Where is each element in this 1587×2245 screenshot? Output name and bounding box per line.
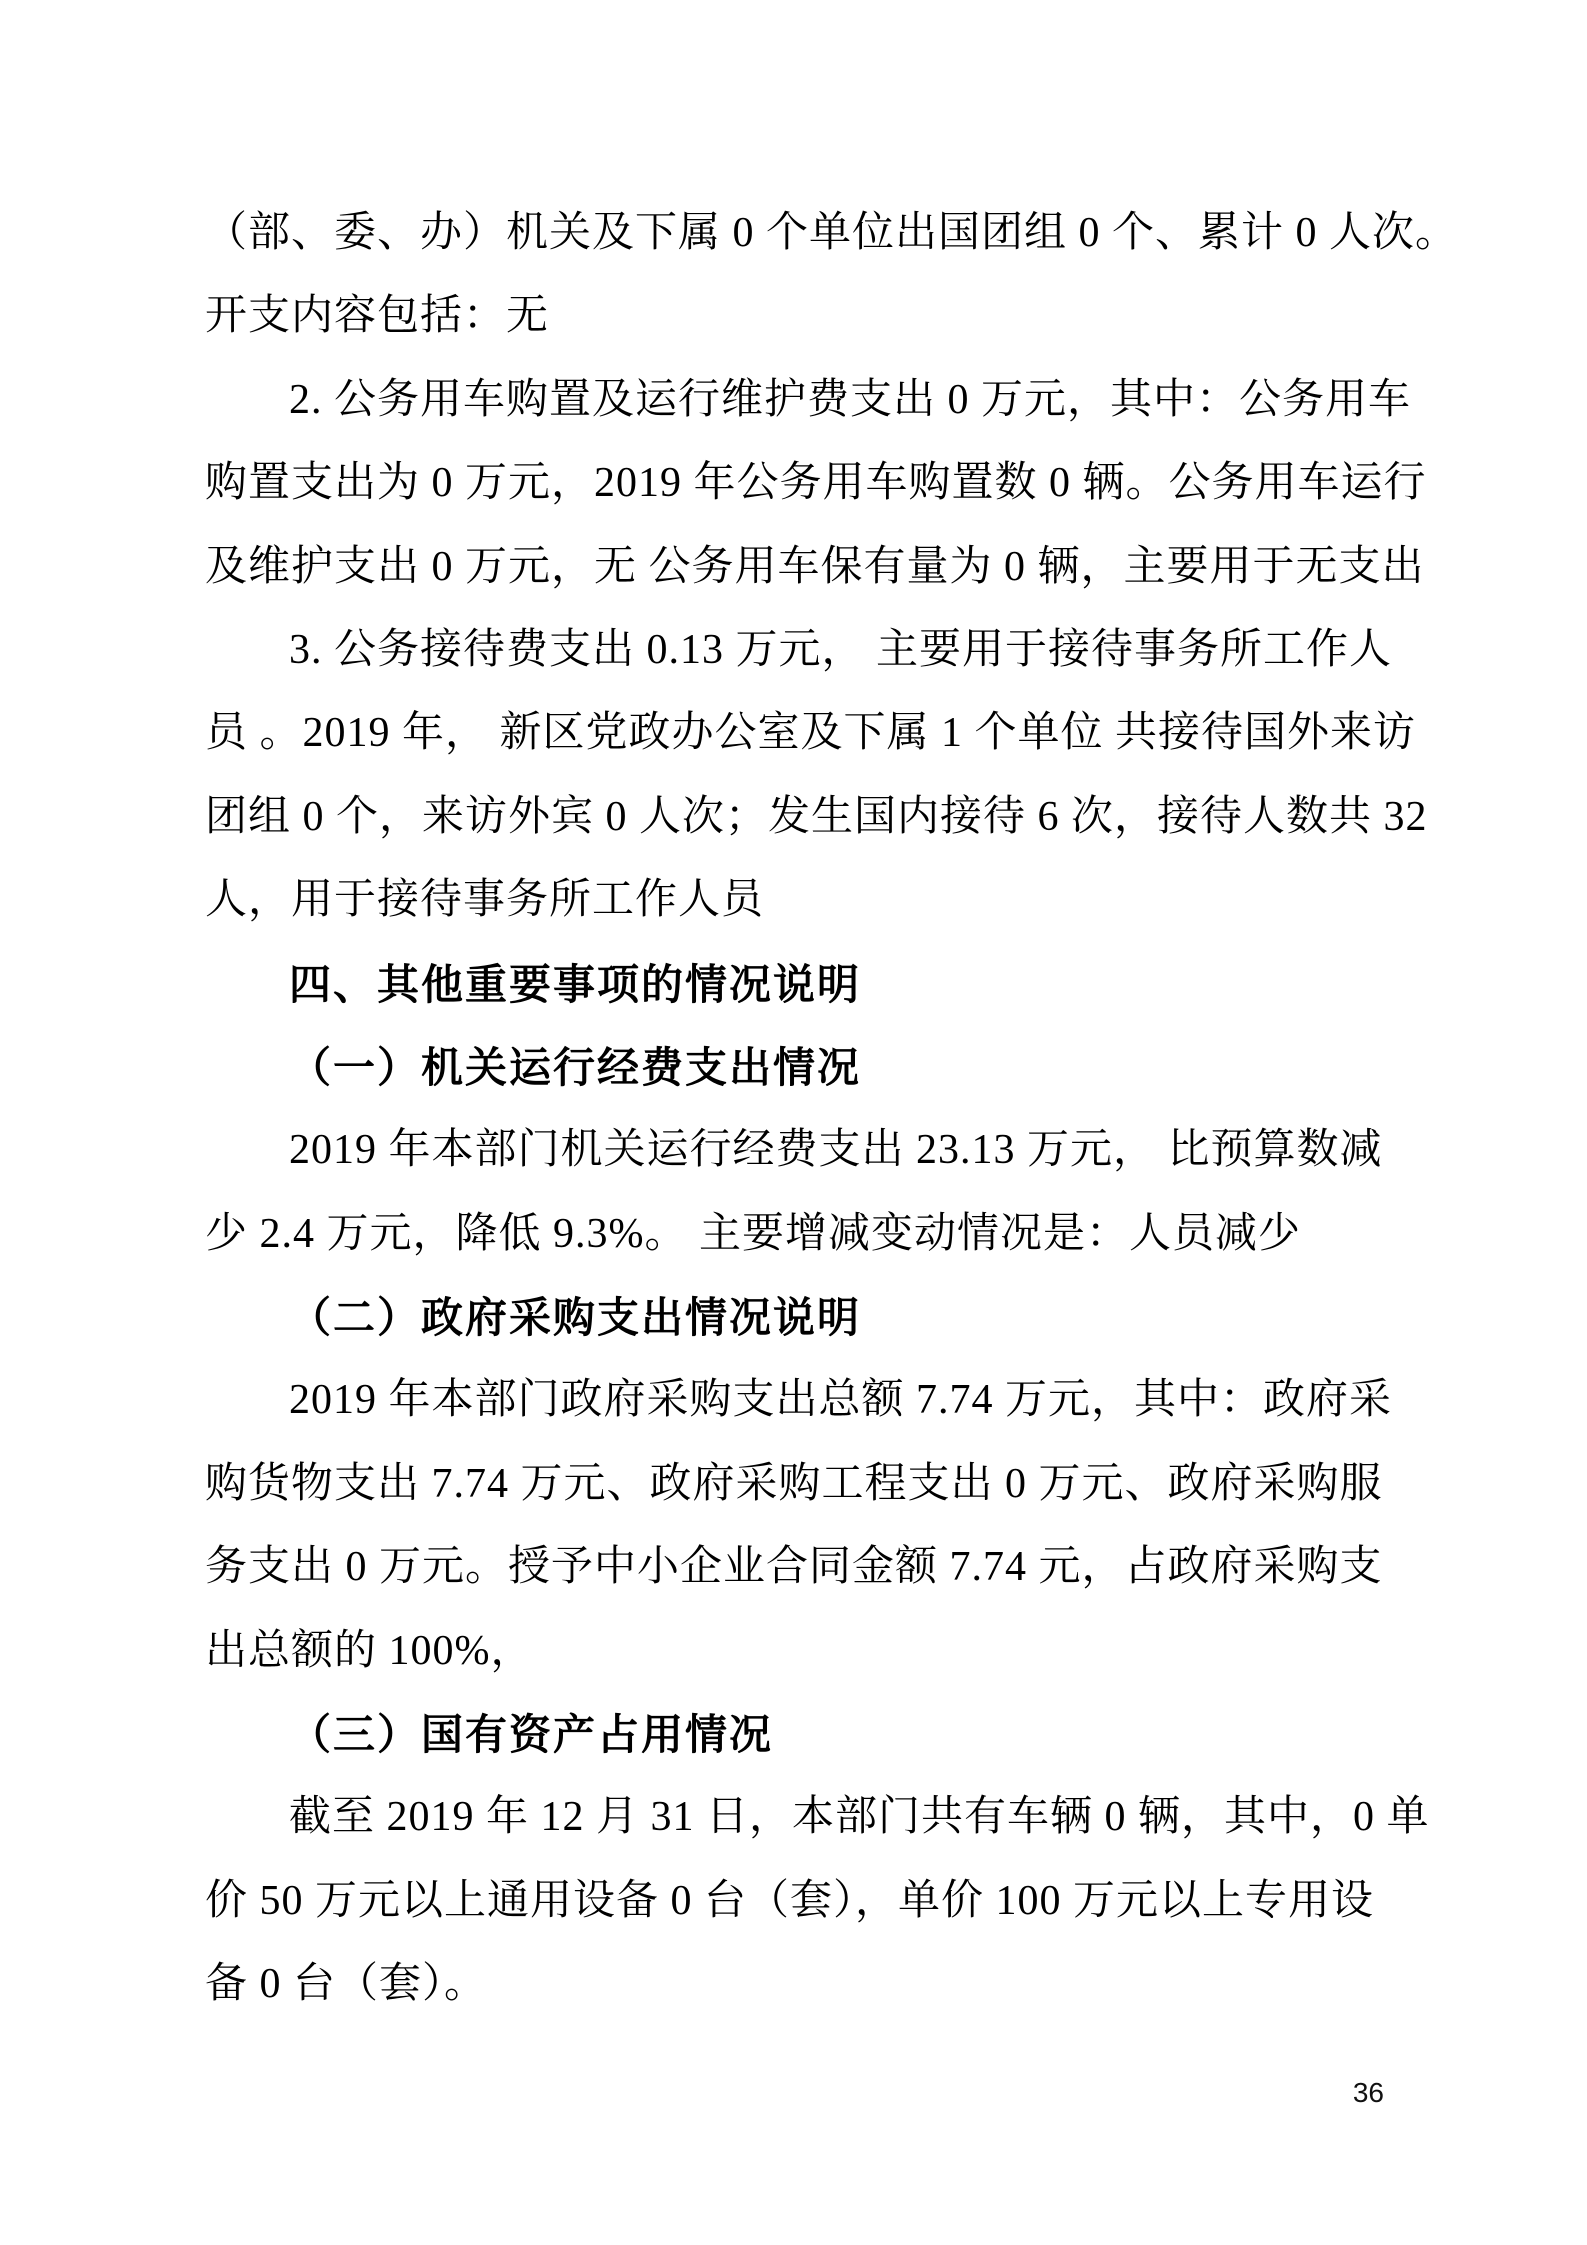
paragraph-line: 务支出 0 万元。授予中小企业合同金额 7.74 元，占政府采购支 bbox=[205, 1544, 1383, 1591]
paragraph-line: 员 。2019 年， 新区党政办公室及下属 1 个单位 共接待国外来访 bbox=[205, 710, 1417, 757]
subsection-heading-4-1: （一）机关运行经费支出情况 bbox=[289, 1043, 862, 1091]
document-body bbox=[205, 192, 1459, 2027]
paragraph-line: 及维护支出 0 万元，无 公务用车保有量为 0 辆，主要用于无支出 bbox=[205, 543, 1425, 590]
paragraph-line: 价 50 万元以上通用设备 0 台（套），单价 100 万元以上专用设 bbox=[205, 1877, 1375, 1924]
paragraph-line-item-3: 3. 公务接待费支出 0.13 万元， 主要用于接待事务所工作人 bbox=[289, 626, 1393, 673]
paragraph-line: 备 0 台（套）。 bbox=[205, 1961, 488, 2008]
paragraph-line: （部、委、办）机关及下属 0 个单位出国团组 0 个、累计 0 人次。 bbox=[205, 210, 1459, 256]
paragraph-line: 购货物支出 7.74 万元、政府采购工程支出 0 万元、政府采购服 bbox=[205, 1460, 1383, 1507]
paragraph-line: 截至 2019 年 12 月 31 日，本部门共有车辆 0 辆，其中，0 单 bbox=[289, 1794, 1430, 1841]
subsection-heading-4-2: （二）政府采购支出情况说明 bbox=[289, 1294, 862, 1342]
paragraph-line: 购置支出为 0 万元，2019 年公务用车购置数 0 辆。公务用车运行 bbox=[205, 460, 1427, 507]
paragraph-line-item-2: 2. 公务用车购置及运行维护费支出 0 万元，其中：公务用车 bbox=[289, 376, 1412, 423]
paragraph-line: 团组 0 个，来访外宾 0 人次；发生国内接待 6 次，接待人数共 32 bbox=[205, 793, 1428, 840]
paragraph-line: 少 2.4 万元，降低 9.3%。 主要增减变动情况是：人员减少 bbox=[205, 1210, 1301, 1257]
paragraph-line: 2019 年本部门政府采购支出总额 7.74 万元，其中：政府采 bbox=[289, 1377, 1393, 1424]
subsection-heading-4-3: （三）国有资产占用情况 bbox=[289, 1711, 774, 1759]
section-heading-4: 四、其他重要事项的情况说明 bbox=[289, 960, 862, 1008]
paragraph-line: 人，用于接待事务所工作人员 bbox=[205, 877, 765, 924]
page-number: 36 bbox=[1352, 2077, 1384, 2108]
paragraph-line: 2019 年本部门机关运行经费支出 23.13 万元， 比预算数减 bbox=[289, 1127, 1383, 1174]
paragraph-line: 出总额的 100%， bbox=[205, 1627, 534, 1674]
paragraph-line: 开支内容包括：无 bbox=[205, 293, 550, 340]
